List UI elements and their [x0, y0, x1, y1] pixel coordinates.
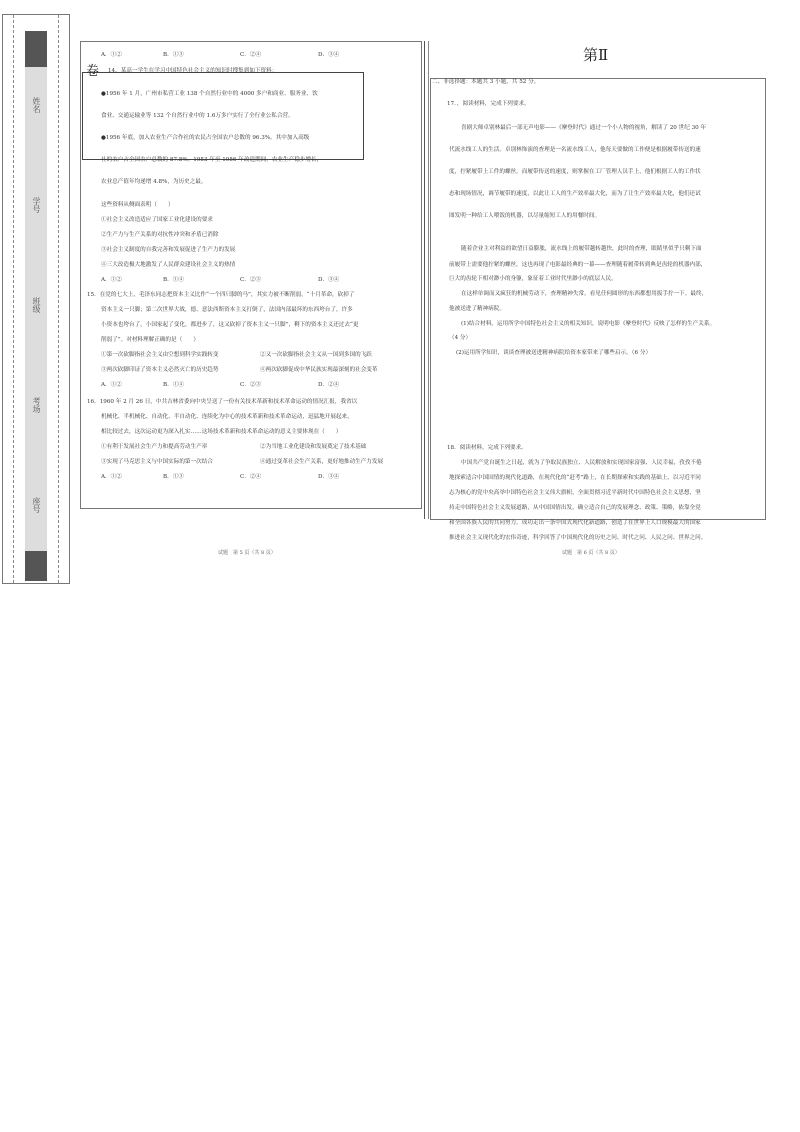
sidebar-label: 姓名 — [32, 97, 41, 113]
q16-item: ①有利于发展社会生产力和提高劳动生产率 — [101, 444, 208, 450]
q14-item: ②生产力与生产关系的对抗性冲突和矛盾已消除 — [101, 232, 219, 238]
q17-sub-question-1: (1)结合材料，运用所学中国特色社会主义的相关知识，说明电影《摩登时代》反映了怎样的生产关系。 — [461, 321, 716, 327]
q16-text: 机械化、半机械化、自动化、半自动化、连续化为中心的技术革新和技术革命运动，迅猛地开展起来， — [101, 414, 353, 420]
q18-paragraph-line: 推进社会主义现代化的宏伟奇迹，科学回答了中国现代化的历史之问、时代之问、人民之问、世界之问。 — [449, 535, 707, 541]
page-footer: 试题 第 6 页（共 8 页） — [562, 550, 620, 556]
option: A．①② — [101, 277, 122, 283]
q14-material-text: 食业、交通运输业等 132 个自然行业中的 1.6万多户实行了全行业公私合营。 — [101, 113, 294, 119]
q17-heading: 17．，阅读材料，完成下列要求。 — [447, 101, 530, 107]
q14-item: ④三大改造极大地激发了人民群众建设社会主义的热情 — [101, 262, 236, 268]
sidebar-label: 座号 — [32, 497, 41, 513]
option: B．①④ — [163, 277, 184, 283]
q15-text: 15．在党的七大上，毛泽东同志把资本主义比作“一个四只脚的马”，其实力被不断削弱。“十月革命，砍掉了 — [87, 292, 355, 298]
q14-item: ③社会主义制度的自我完善和发展促进了生产力的发展 — [101, 247, 236, 253]
q14-material-text: ●1956 年 1 月，广州市私营工业 138 个自然行业中的 4000 多户和商业、服务业、饮 — [101, 91, 318, 97]
option: C．②④ — [240, 474, 262, 480]
q16-text: 16．1960 年 2 月 26 日，中共吉林省委向中央呈送了一份有关技术革新和技术革命运动的情况汇报，我省以 — [87, 399, 358, 405]
part-title: 第Ⅱ — [583, 46, 609, 64]
q18-paragraph-line: 中国共产党自诞生之日起，就为了争取民族独立、人民解放和实现国家富强、人民幸福，孜孜不倦 — [461, 460, 702, 466]
option: D．③④ — [318, 474, 340, 480]
sidebar-label: 学号 — [32, 197, 41, 213]
option: B．①③ — [163, 52, 184, 58]
sidebar-info-strip — [25, 67, 47, 551]
page-footer: 试题 第 5 页（共 8 页） — [218, 550, 276, 556]
cut-line-right — [58, 15, 59, 583]
option: D．②④ — [318, 382, 340, 388]
juan-char: 卷 — [86, 64, 100, 79]
option: C．②③ — [240, 277, 262, 283]
sidebar-band-top — [25, 31, 47, 67]
q14-item: ①社会主义改造适应了国家工业化建设的要求 — [101, 217, 213, 223]
q18-paragraph-line: 持走中国特色社会主义发展道路，从中国国情出发，确立适合自己的发展理念、政策、策略，依靠全党 — [449, 505, 701, 511]
q17-paragraph-line: 图发明一种给工人喂饭的机器，以尽量缩短工人的用餐时间。 — [449, 213, 601, 219]
q16-item: ④通过变革社会生产关系，更好地推动生产力发展 — [260, 459, 384, 465]
cut-line-left — [13, 15, 14, 583]
q15-item: ③两次砍脚印证了资本主义必然灭亡的历史趋势 — [101, 367, 219, 373]
q16-item: ②为当地工业化建设和发展奠定了技术基础 — [260, 444, 367, 450]
q14-material-text: 社的农户占全国农户总数的 87.8%。1953 年至 1956 年改造期间，农业生产稳步增长， — [101, 157, 323, 163]
option: A．①② — [101, 382, 122, 388]
q16-item: ③实现了马克思主义与中国实际的第一次结合 — [101, 459, 213, 465]
sidebar-label: 班级 — [32, 297, 41, 313]
q18-paragraph-line: 地探索适合中国国情的现代化道路，在现代化的“赶考”路上，在长期探索和实践的基础上，以习近平同 — [449, 475, 701, 481]
option: D．③④ — [318, 52, 340, 58]
q17-paragraph-line: 度，拧紧履带上工件的螺丝。而履带传送的速度，则掌握在工厂管理人员手上，他们根据工人的工作状 — [449, 169, 701, 175]
option: A．①② — [101, 474, 122, 480]
q18-paragraph-line: 和全国各族人民的共同努力，成功走出一条中国式现代化新道路，创造了在世界上人口规模最大的国家 — [449, 520, 701, 526]
option: B．①④ — [163, 382, 184, 388]
q17-paragraph-line: 喜剧大师卓别林最后一部无声电影——《摩登时代》通过一个小人物的视角，解读了 20 世纪 30 年 — [461, 125, 707, 131]
q15-item: ②又一次砍脚指社会主义从一国到多国的飞跃 — [260, 352, 372, 358]
q14-material-text: ●1956 年底，加入农业生产合作社的农民占全国农户总数的 96.3%。其中加入高级 — [101, 135, 310, 141]
q17-sub-question-2: (2)运用所学知识，谈谈查理被送进精神病院给资本家带来了哪些启示。（6 分） — [456, 350, 652, 356]
page-6-panel — [430, 78, 766, 520]
section-heading: 二、非选择题：本题共 3 小题，共 52 分。 — [432, 79, 540, 85]
q17-paragraph-line: 随着企业主对利益的欲望日益膨胀，流水线上的履带越转越快，此时的查理，眼睛里似乎只剩下面 — [461, 246, 702, 252]
q15-text: 小资本也垮台了，小国家起了变化。都进步了，这又砍掉了资本主义一只脚”，剩下的资本主义还过去“更 — [101, 322, 359, 328]
q14-stem: 这些资料从侧面表明（ ） — [101, 202, 174, 208]
q17-paragraph-line: 巨大的齿轮下相对渺小的身躯，象征着工业时代里渺小的底层人民。 — [449, 276, 617, 282]
q17-paragraph-line: 前履带上需要他拧紧的螺丝。这也再现了电影最经典的一幕——查理随着履带转到典是齿轮的机器内部， — [449, 262, 707, 268]
option: A．①② — [101, 52, 122, 58]
q15-item: ①第一次砍脚指社会主义由空想到科学实践转变 — [101, 352, 219, 358]
option: C．②④ — [240, 52, 262, 58]
page-divider — [428, 41, 429, 519]
q16-text: 相比较过去，这次运动更为深入扎实……这场技术革新和技术革命运动的意义主要体现在（ ） — [101, 429, 342, 435]
q17-paragraph-line: 他被送进了精神病院。 — [449, 306, 505, 312]
q14-material-text: 农业总产值年均递增 4.8%，为历史之最。 — [101, 179, 207, 185]
q17-sub-question-1-points: （4 分） — [449, 335, 472, 341]
q15-text: 削弱了”。对材料理解正确的是（ ） — [101, 337, 199, 343]
binding-sidebar — [2, 14, 70, 584]
q15-text: 资本主义一只脚；第二次世界大战，德、意法西斯资本主义打倒了，法国内部最坏的东西垮台了，许多 — [101, 307, 353, 313]
page-divider — [424, 41, 425, 519]
option: D．③④ — [318, 277, 340, 283]
sidebar-label: 考场 — [32, 397, 41, 413]
q17-paragraph-line: 在这样单调而又疯狂的机械劳动下，查理精神失常，看见任何圆形的东西都想用扳手拧一下。最终， — [461, 291, 708, 297]
q14-intro: 14．某高一学生在学习中国特色社会主义的知识时搜集到如下资料： — [108, 68, 278, 74]
sidebar-band-bottom — [25, 551, 47, 581]
q15-item: ④两次砍脚促成中华民族实现最深刻的社会变革 — [260, 367, 378, 373]
option: B．①③ — [163, 474, 184, 480]
q18-paragraph-line: 志为核心的党中央高举中国特色社会主义伟大旗帜，全面贯彻习近平新时代中国特色社会主义思想，坚 — [449, 490, 701, 496]
q17-paragraph-line: 代流水线工人的生活。卓别林饰演的查理是一名流水线工人，他每天要做的工作便是根据履带传送的速 — [449, 147, 701, 153]
option: C．②③ — [240, 382, 262, 388]
q17-paragraph-line: 态和现场情况，调节履带的速度，以此让工人的生产效率最大化，而为了让生产效率最大化，他们还试 — [449, 191, 701, 197]
q18-heading: 18．阅读材料，完成下列要求。 — [447, 445, 527, 451]
